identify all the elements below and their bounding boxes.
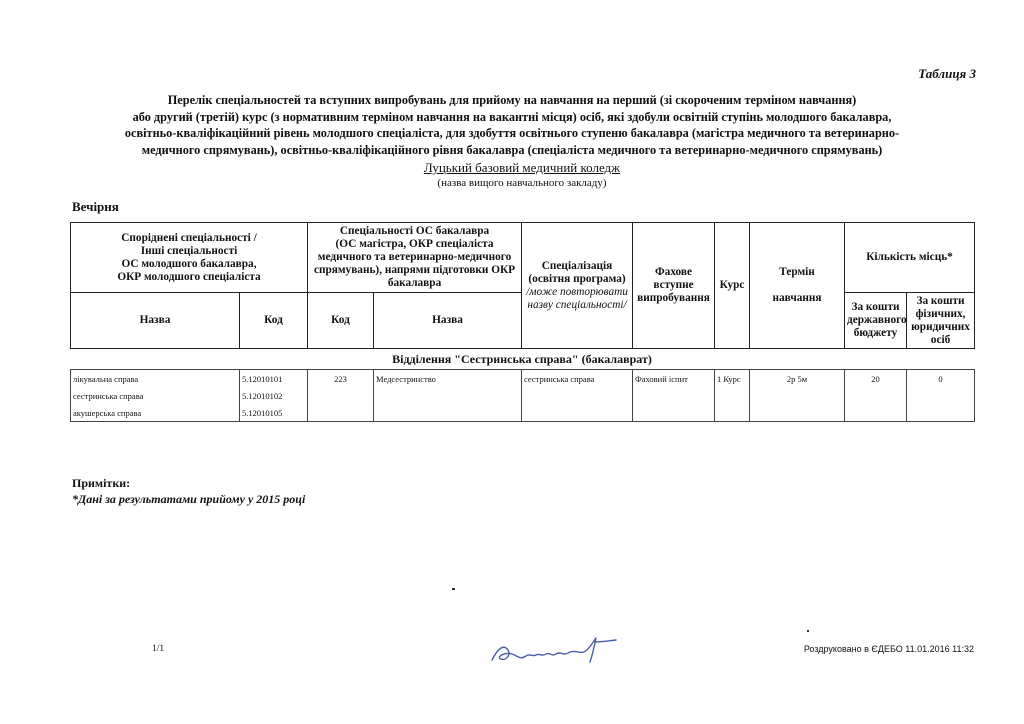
specialties-table bbox=[70, 369, 975, 422]
related-code-cell: 5.12010102 bbox=[240, 387, 308, 404]
header-table bbox=[70, 222, 975, 349]
course-header: Курс bbox=[715, 223, 750, 349]
bachelor-name-cell bbox=[374, 387, 522, 404]
state-budget-header: За кошти державного бюджету bbox=[845, 293, 907, 349]
related-name-cell: сестринська справа bbox=[71, 387, 240, 404]
course-cell: 1 Курс bbox=[715, 370, 750, 388]
heading-line: освітньо-кваліфікаційний рівень молодшого спеціаліста, для здобуття освітнього ступеню бакалавра (магістра медичного та ветеринарно- bbox=[124, 126, 900, 140]
exam-cell bbox=[633, 387, 715, 404]
private-funds-header: За кошти фізичних, юридичних осіб bbox=[907, 293, 975, 349]
table-row bbox=[71, 404, 975, 422]
specialization-cell: сестринська справа bbox=[522, 370, 633, 388]
institution-name: Луцький базовий медичний коледж bbox=[423, 160, 621, 175]
table-row bbox=[71, 370, 975, 388]
document-heading bbox=[60, 92, 964, 158]
study-form-label: Вечірня bbox=[72, 199, 119, 214]
bachelor-code-cell bbox=[308, 404, 374, 422]
notes-title: Примітки: bbox=[72, 476, 131, 490]
bachelor-code-cell: 223 bbox=[308, 370, 374, 388]
specialization-cell bbox=[522, 387, 633, 404]
related-code-header: Код bbox=[240, 293, 308, 349]
related-name-cell: акушерська справа bbox=[71, 404, 240, 422]
related-code-cell: 5.12010101 bbox=[240, 370, 308, 388]
private-places-cell bbox=[907, 387, 975, 404]
budget-places-cell bbox=[845, 387, 907, 404]
bachelor-name-cell: Медсестринство bbox=[374, 370, 522, 388]
exam-cell: Фаховий іспит bbox=[633, 370, 715, 388]
department-label: Відділення "Сестринська справа" (бакалаврат) bbox=[392, 352, 652, 366]
exam-cell bbox=[633, 404, 715, 422]
related-code-cell: 5.12010105 bbox=[240, 404, 308, 422]
specialization-cell bbox=[522, 404, 633, 422]
term-cell bbox=[750, 404, 845, 422]
bachelor-specialties-header: Спеціальності ОС бакалавра (ОС магістра, ОКР спеціаліста медичного та ветеринарно-медичного спрямувань), напрями підготовки ОКР бакалавра bbox=[308, 223, 522, 293]
notes-text: *Дані за результатами прийому у 2015 році bbox=[72, 492, 306, 506]
budget-places-cell bbox=[845, 404, 907, 422]
institution-caption: (назва вищого навчального закладу) bbox=[437, 177, 607, 189]
entrance-exam-header: Фахове вступне випробування bbox=[633, 223, 715, 349]
term-cell: 2р 5м bbox=[750, 370, 845, 388]
private-places-cell bbox=[907, 404, 975, 422]
table-number-label: Таблиця 3 bbox=[918, 66, 976, 81]
budget-places-cell: 20 bbox=[845, 370, 907, 388]
course-cell bbox=[715, 404, 750, 422]
related-name-cell: лікувальна справа bbox=[71, 370, 240, 388]
scan-speck bbox=[807, 630, 809, 632]
term-cell bbox=[750, 387, 845, 404]
places-count-header: Кількість місць* bbox=[845, 223, 975, 293]
specialization-header: Спеціалізація (освітня програма) /може повторювати назву спеціальності/ bbox=[522, 223, 633, 349]
study-term-header: Термін навчання bbox=[750, 223, 845, 349]
heading-line: або другий (третій) курс (з нормативним терміном навчання на вакантні місця) осіб, які здобули освітній ступінь молодшого бакалавра, bbox=[132, 109, 892, 124]
table-row bbox=[71, 387, 975, 404]
bachelor-code-header: Код bbox=[308, 293, 374, 349]
bachelor-code-cell bbox=[308, 387, 374, 404]
related-specialties-header: Споріднені спеціальності / Інші спеціальності ОС молодшого бакалавра, ОКР молодшого спеціаліста bbox=[71, 223, 308, 293]
bachelor-name-cell bbox=[374, 404, 522, 422]
page-number: 1/1 bbox=[152, 644, 165, 654]
bachelor-name-header: Назва bbox=[374, 293, 522, 349]
heading-line: медичного спрямувань), освітньо-кваліфікаційного рівня бакалавра (спеціаліста медичного та ветеринарно-медичного спрямувань) bbox=[141, 142, 883, 157]
related-name-header: Назва bbox=[71, 293, 240, 349]
print-stamp: Роздруковано в ЄДЕБО 11.01.2016 11:32 bbox=[803, 644, 974, 654]
scan-speck bbox=[452, 588, 455, 590]
private-places-cell: 0 bbox=[907, 370, 975, 388]
heading-line: Перелік спеціальностей та вступних випробувань для прийому на навчання на перший (зі скороченим терміном навчання) bbox=[167, 93, 857, 107]
handwritten-signature bbox=[484, 630, 634, 670]
course-cell bbox=[715, 387, 750, 404]
